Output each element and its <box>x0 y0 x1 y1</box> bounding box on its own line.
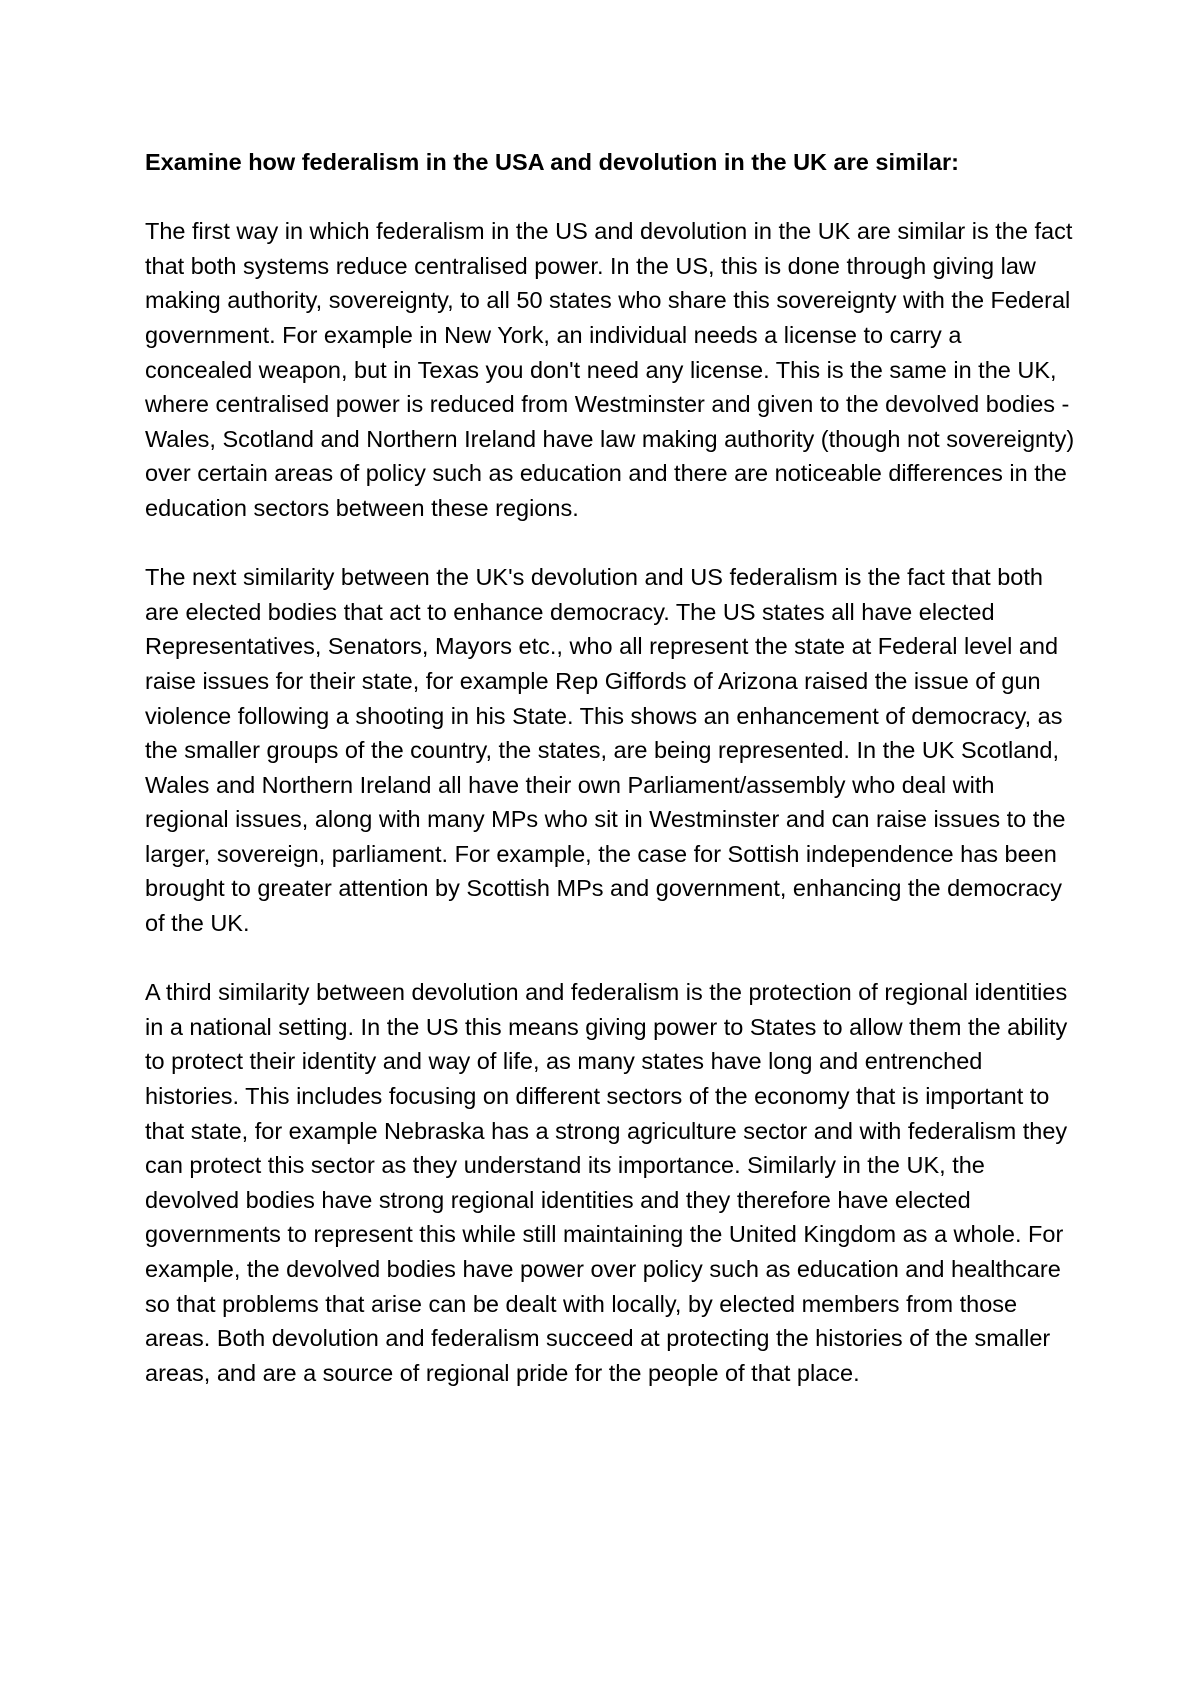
paragraph-1: The first way in which federalism in the US and devolution in the UK are similar is the fact that both systems reduce centralised power. In the US, this is done through giving law making authority, sovereignty, to all 50 states who share this sovereignty with the Federal government. For example in New York, an individual needs a license to carry a concealed weapon, but in Texas you don't need any license. This is the same in the UK, where centralised power is reduced from Westminster and given to the devolved bodies - Wales, Scotland and Northern Ireland have law making authority (though not sovereignty) over certain areas of policy such as education and there are noticeable differences in the education sectors between these regions. <box>145 218 1075 521</box>
document-page <box>145 145 1075 1390</box>
paragraph-3: A third similarity between devolution and federalism is the protection of regional identities in a national setting. In the US this means giving power to States to allow them the ability to protect their identity and way of life, as many states have long and entrenched histories. This includes focusing on different sectors of the economy that is important to that state, for example Nebraska has a strong agriculture sector and with federalism they can protect this sector as they understand its importance. Similarly in the UK, the devolved bodies have strong regional identities and they therefore have elected governments to represent this while still maintaining the United Kingdom as a whole. For example, the devolved bodies have power over policy such as education and healthcare so that problems that arise can be dealt with locally, by elected members from those areas. Both devolution and federalism succeed at protecting the histories of the smaller areas, and are a source of regional pride for the people of that place. <box>145 979 1068 1386</box>
document-title: Examine how federalism in the USA and devolution in the UK are similar: <box>145 149 959 175</box>
paragraph-2: The next similarity between the UK's devolution and US federalism is the fact that both are elected bodies that act to enhance democracy. The US states all have elected Representatives, Senators, Mayors etc., who all represent the state at Federal level and raise issues for their state, for example Rep Giffords of Arizona raised the issue of gun violence following a shooting in his State. This shows an enhancement of democracy, as the smaller groups of the country, the states, are being represented. In the UK Scotland, Wales and Northern Ireland all have their own Parliament/assembly who deal with regional issues, along with many MPs who sit in Westminster and can raise issues to the larger, sovereign, parliament. For example, the case for Sottish independence has been brought to greater attention by Scottish MPs and government, enhancing the democracy of the UK. <box>145 564 1066 937</box>
